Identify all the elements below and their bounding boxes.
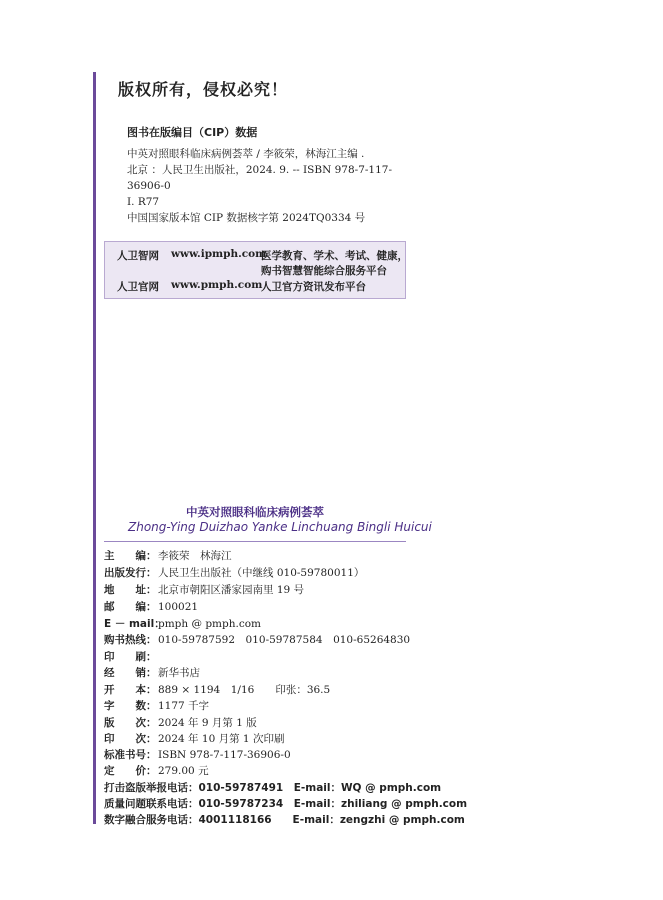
info-row	[104, 732, 284, 747]
info-label: 标准书号：	[104, 749, 157, 761]
info-value: 2024 年 9 月第 1 版	[158, 717, 257, 729]
info-label: 邮 编：	[104, 601, 157, 613]
copyright-notice: 版权所有，侵权必究！	[118, 80, 289, 99]
info-value: 人民卫生出版社（中继线 010-59780011）	[158, 567, 365, 579]
cip-line: 中英对照眼科临床病例荟萃 / 李筱荣，林海江主编 .	[127, 148, 365, 160]
info-value: 889 × 1194 1/16 印张：36.5	[158, 684, 331, 696]
info-row	[104, 748, 291, 763]
info-value: 北京市朝阳区潘家园南里 19 号	[158, 584, 305, 596]
info-value: 279.00 元	[158, 765, 209, 777]
platform-name: 人卫智网	[117, 250, 159, 262]
info-row	[104, 666, 200, 681]
info-row	[104, 549, 232, 564]
info-row	[104, 633, 410, 648]
cip-line: 36906-0	[127, 180, 171, 192]
book-title-en: Zhong-Ying Duizhao Yanke Linchuang Bingli Huicui	[128, 520, 432, 534]
digital-service-line: 数字融合服务电话：4001118166 E-mail：zengzhi @ pmph.com	[104, 814, 465, 826]
anti-piracy-line: 打击盗版举报电话：010-59787491 E-mail：WQ @ pmph.com	[104, 782, 442, 794]
platform-name: 人卫官网	[117, 281, 159, 293]
info-label: 主 编：	[104, 550, 157, 562]
info-row	[104, 764, 209, 779]
quality-contact-line: 质量问题联系电话：010-59787234 E-mail：zhiliang @ pmph.com	[104, 798, 468, 810]
info-label: E － mail：	[104, 618, 165, 630]
platform-url[interactable]: www.ipmph.com	[171, 248, 267, 260]
info-row	[104, 566, 364, 581]
info-value: 010-59787592 010-59787584 010-65264830	[158, 634, 411, 646]
info-label: 定 价：	[104, 765, 157, 777]
info-value: 2024 年 10 月第 1 次印刷	[158, 733, 285, 745]
info-row	[104, 583, 304, 598]
info-value: 李筱荣 林海江	[158, 550, 232, 562]
info-row	[104, 600, 198, 615]
divider	[104, 541, 406, 542]
info-row	[104, 699, 209, 714]
info-row	[104, 716, 257, 731]
platform-box	[104, 241, 406, 299]
info-row	[104, 683, 330, 698]
platform-url[interactable]: www.pmph.com	[171, 279, 263, 291]
cip-line: Ⅰ. R77	[127, 196, 160, 208]
info-value: 100021	[158, 601, 199, 613]
info-label: 经 销：	[104, 667, 157, 679]
info-value: ISBN 978-7-117-36906-0	[158, 749, 291, 761]
info-label: 购书热线：	[104, 634, 157, 646]
info-label: 版 次：	[104, 717, 157, 729]
platform-desc: 医学教育、学术、考试、健康，	[261, 250, 408, 262]
info-label: 印 刷：	[104, 651, 157, 663]
left-accent-bar	[93, 72, 96, 824]
info-value: 新华书店	[158, 667, 200, 679]
cip-line: 中国国家版本馆 CIP 数据核字第 2024TQ0334 号	[127, 212, 366, 224]
info-value: 1177 千字	[158, 700, 210, 712]
info-label: 地 址：	[104, 584, 157, 596]
book-title-cn: 中英对照眼科临床病例荟萃	[186, 505, 324, 519]
info-row	[104, 617, 261, 632]
info-label: 开 本：	[104, 684, 157, 696]
info-row	[104, 650, 158, 665]
info-label: 出版发行：	[104, 567, 157, 579]
platform-desc: 购书智慧智能综合服务平台	[261, 265, 387, 277]
platform-desc: 人卫官方资讯发布平台	[261, 281, 366, 293]
cip-heading: 图书在版编目（CIP）数据	[127, 126, 258, 139]
cip-line: 北京 ：人民卫生出版社，2024. 9. -- ISBN 978-7-117-	[127, 164, 393, 176]
info-value[interactable]: pmph @ pmph.com	[158, 618, 261, 630]
info-label: 印 次：	[104, 733, 157, 745]
info-label: 字 数：	[104, 700, 157, 712]
